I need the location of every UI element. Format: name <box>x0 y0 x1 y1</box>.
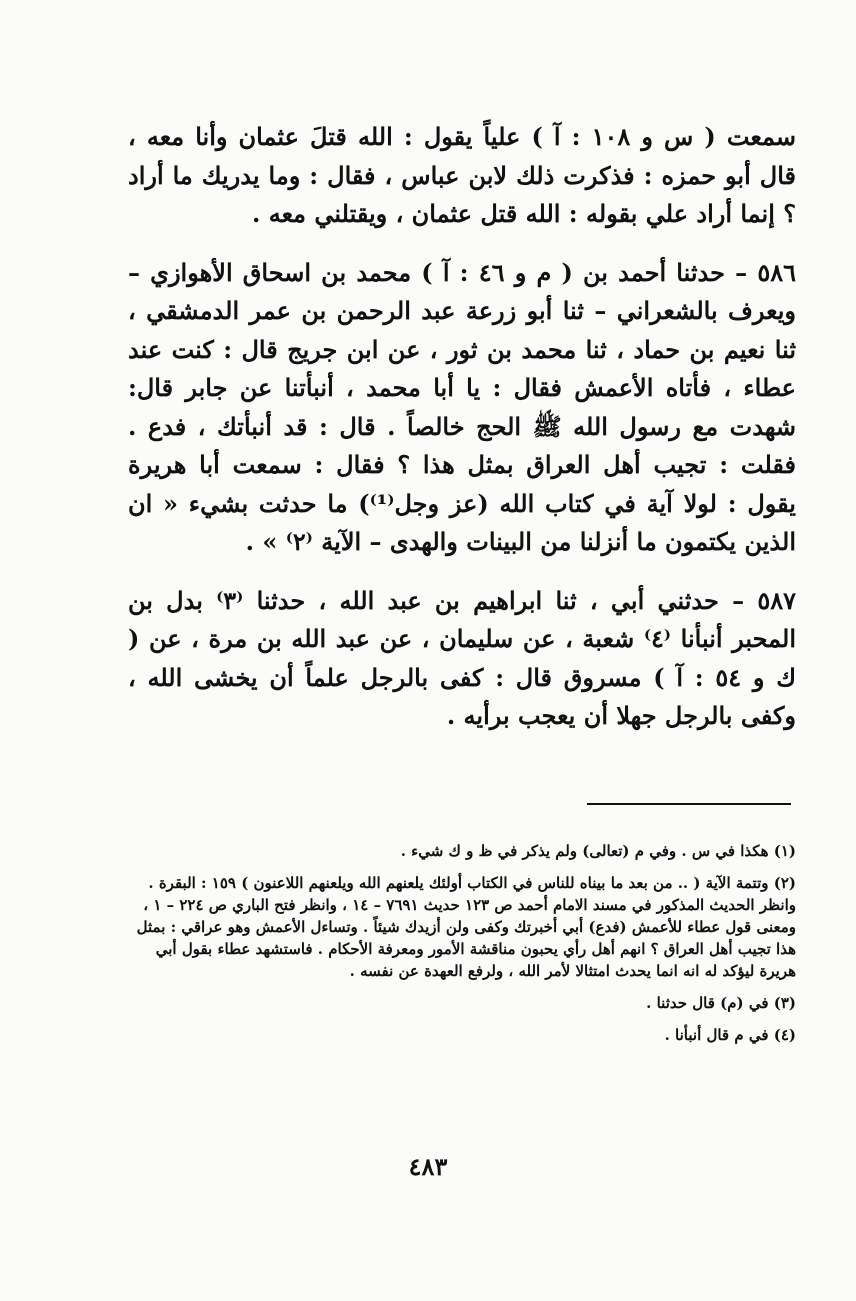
hadith-587: ٥٨٧ – حدثني أبي ، ثنا ابراهيم بن عبد الله ، حدثنا ⁽٣⁾ بدل بن المحبر أنبأنا ⁽٤⁾ شعبة ، عن سليمان ، عن عبد الله بن مرة ، عن ( ك و ٥٤ : آ ) مسروق قال : كفى بالرجل علماً أن يخشى الله ، وكفى بالرجل جهلا أن يعجب برأيه . <box>128 585 796 730</box>
hadith-586: ٥٨٦ – حدثنا أحمد بن ( م و ٤٦ : آ ) محمد بن اسحاق الأهوازي – ويعرف بالشعراني – ثنا أبو زرعة عبد الرحمن بن عمر الدمشقي ، ثنا نعيم بن حماد ، ثنا محمد بن ثور ، عن ابن جريج قال : كنت عند عطاء ، فأتاه الأعمش فقال : يا أبا محمد ، أنبأتنا عن جابر قال: شهدت مع رسول الله ﷺ الحج خالصاً . قال : قد أنبأتك ، فدع . فقلت : تجيب أهل العراق بمثل هذا ؟ فقال : سمعت أبا هريرة يقول : لولا آية في كتاب الله (عز وجل⁽¹⁾) ما حدثت بشيء « ان الذين يكتمون ما أنزلنا من البينات والهدى – الآية ⁽٢⁾ » . <box>128 257 796 556</box>
page-number: ٤٨٣ <box>408 1152 448 1181</box>
footnote-separator <box>587 803 791 805</box>
footnote-4: (٤) في م قال أنبأنا . <box>664 1026 796 1044</box>
footnote-1: (١) هكذا في س . وفي م (تعالى) ولم يذكر في ظ و ك شيء . <box>400 842 796 860</box>
paragraph-continuation: سمعت ( س و ١٠٨ : آ ) علياً يقول : الله قتلَ عثمان وأنا معه ، قال أبو حمزه : فذكرت ذلك لابن عباس ، فقال : وما يدريك ما أراد ؟ إنما أراد علي بقوله : الله قتل عثمان ، ويقتلني معه . <box>128 122 796 228</box>
footnote-2: (٢) وتتمة الآية ( .. من بعد ما بيناه للناس في الكتاب أولئك يلعنهم الله ويلعنهم اللاعنون ) ١٥٩ : البقرة . وانظر الحديث المذكور في مسند الامام أحمد ص ١٢٣ حديث ٧٦٩١ – ١٤ ، وانظر فتح الباري ص ٢٢٤ – ١ ، ومعنى قول عطاء للأعمش (فدع) أبي أخبرتك وكفى ولن أزيدك شيئاً . وتساءل الأعمش وهو عراقي : بمثل هذا تجيب أهل العراق ؟ انهم أهل رأي يحبون مناقشة الأمور ومعرفة الأحكام . فاستشهد عطاء بقول أبي هريرة ليؤكد له انه انما يحدث امتثالا لأمر الله ، ولرفع العهدة عن نفسه . <box>136 874 796 980</box>
footnote-3: (٣) في (م) قال حدثنا . <box>646 994 796 1012</box>
main-text <box>128 118 796 756</box>
footnotes <box>128 840 796 1046</box>
